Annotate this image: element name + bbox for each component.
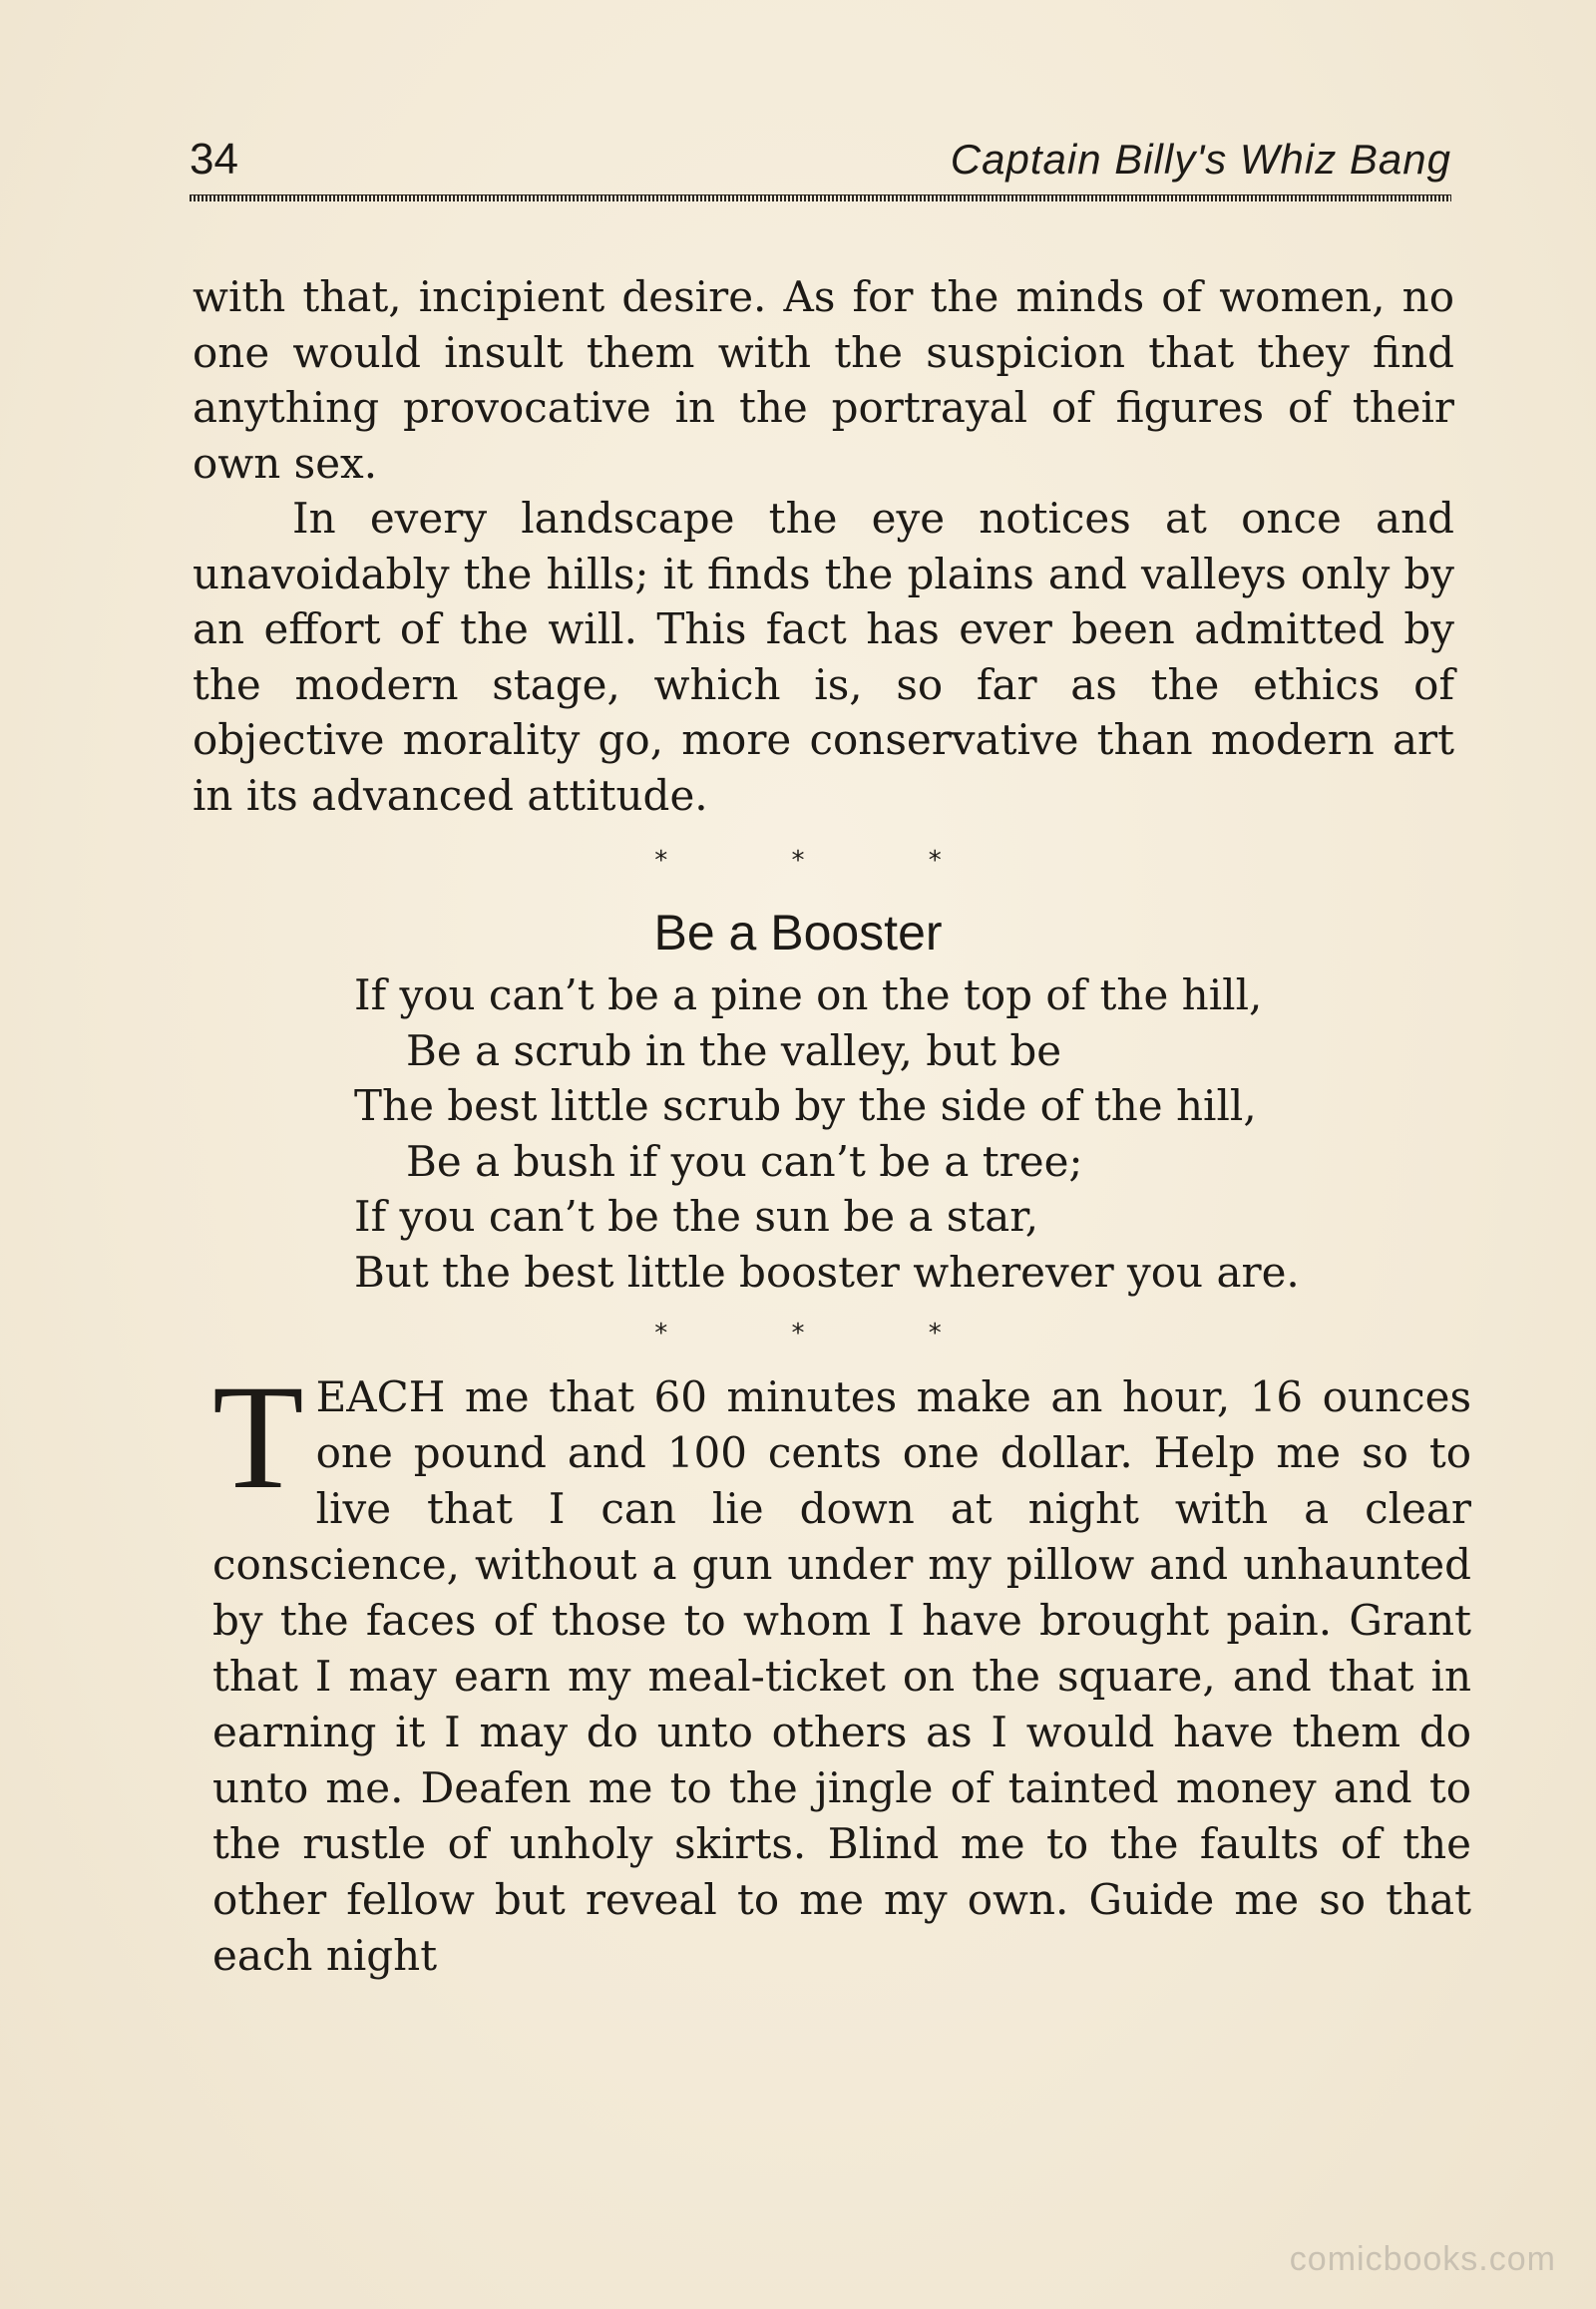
article-text: [193, 269, 1454, 823]
poem-line: Be a bush if you can’t be a tree;: [406, 1136, 1083, 1186]
prayer-text: [212, 1354, 1471, 1984]
prayer-body: EACH me that 60 minutes make an hour, 16 ounces one pound and 100 cents one dollar. Help me so to live that I can lie down at night with a clear conscience, without a gun under my pillow and unhaunted by the faces of those to whom I have brought pain. Grant that I may earn my meal-ticket on the square, and that in earning it I may do unto others as I would have them do unto me. Deafen me to the jingle of tainted money and to the rustle of unholy skirts. Blind me to the faults of the other fellow but reveal to me my own. Guide me so that each night: [212, 1372, 1471, 1980]
page-header: [190, 130, 1451, 190]
poem-title: Be a Booster: [653, 905, 943, 961]
header-rule: [190, 194, 1451, 201]
running-title: Captain Billy's Whiz Bang: [950, 136, 1451, 183]
section-separator: * * *: [654, 846, 999, 876]
poem-line: The best little scrub by the side of the hill,: [354, 1081, 1257, 1130]
article-paragraph: In every landscape the eye notices at once and unavoidably the hills; it finds the plains and valleys only by an effort of the will. This fact has ever been admitted by the modern stage, which is, so far as the ethics of objective morality go, more conservative than modern art in its advanced attitude.: [193, 494, 1454, 820]
poem-line: If you can’t be a pine on the top of the hill,: [354, 970, 1263, 1019]
poem: [354, 967, 1300, 1300]
section-separator: * * *: [654, 1319, 999, 1348]
page-number: 34: [190, 135, 238, 184]
article-paragraph: with that, incipient desire. As for the minds of women, no one would insult them with the suspicion that they find anything provocative in the portrayal of figures of their own sex.: [193, 272, 1454, 488]
drop-cap: T: [212, 1354, 304, 1520]
poem-line: Be a scrub in the valley, but be: [406, 1025, 1062, 1075]
poem-line: But the best little booster wherever you are.: [354, 1247, 1300, 1297]
poem-line: If you can’t be the sun be a star,: [354, 1192, 1039, 1241]
watermark: comicbooks.com: [1289, 2240, 1556, 2278]
